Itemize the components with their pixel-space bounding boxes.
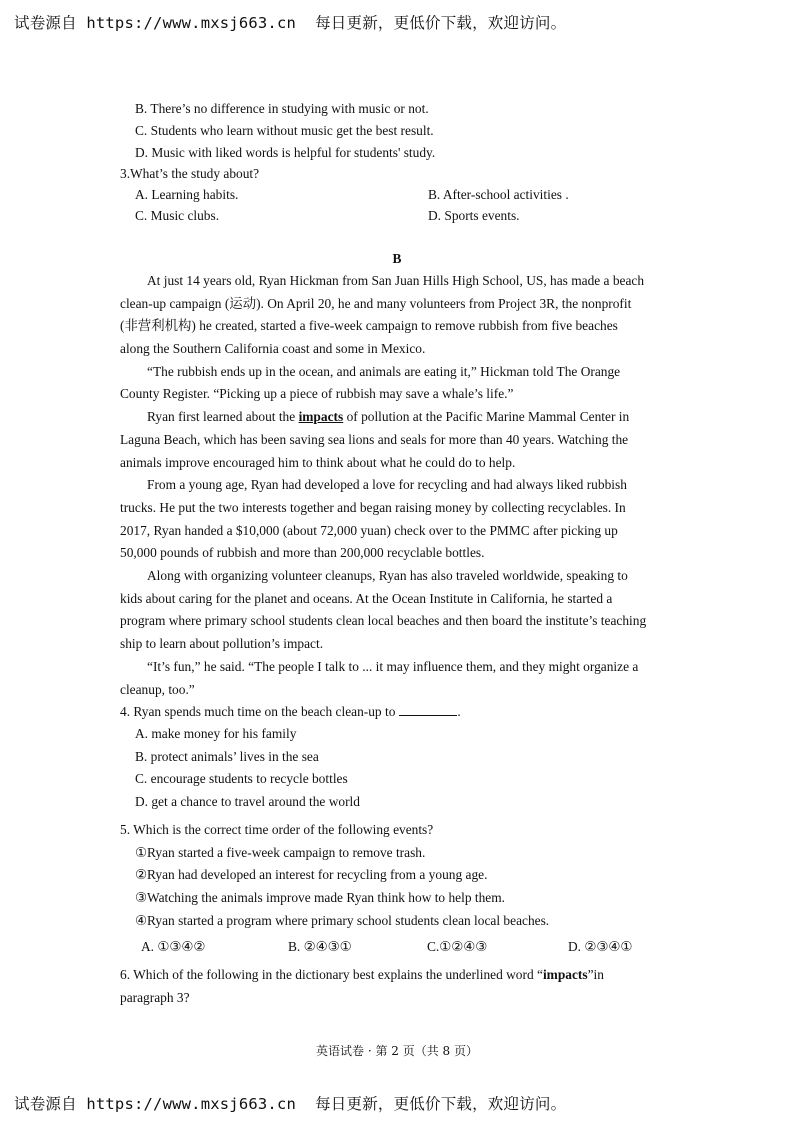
page-footer: 英语试卷 · 第 2 页（共 8 页）: [316, 1044, 478, 1058]
q2-option-d: D. Music with liked words is helpful for students' study.: [135, 145, 436, 160]
q4-question: [120, 704, 461, 720]
q6-question-line2: paragraph 3?: [120, 990, 190, 1005]
passage-line: ship to learn about pollution’s impact.: [120, 636, 324, 651]
q5-question: 5. Which is the correct time order of the following events?: [120, 822, 434, 837]
section-title: B: [392, 251, 402, 266]
q3-option-d: D. Sports events.: [428, 208, 520, 223]
q5-option-b: B. ②④③①: [288, 939, 352, 954]
passage-line: “It’s fun,” he said. “The people I talk to ... it may influence them, and they might organize a: [147, 659, 639, 674]
q5-event-3: ③Watching the animals improve made Ryan think how to help them.: [135, 890, 506, 905]
passage-line: 50,000 pounds of rubbish and more than 200,000 recyclable bottles.: [120, 545, 485, 560]
passage-line: Along with organizing volunteer cleanups, Ryan has also traveled worldwide, speaking to: [147, 568, 628, 583]
q5-event-1: ①Ryan started a five-week campaign to remove trash.: [135, 845, 426, 860]
passage-line: clean-up campaign (运动). On April 20, he and many volunteers from Project 3R, the nonprofit: [120, 296, 632, 311]
q5-event-4: ④Ryan started a program where primary school students clean local beaches.: [135, 913, 550, 928]
underlined-word: impacts: [298, 409, 344, 424]
passage-line: program where primary school students clean local beaches and then board the institute’s teaching: [120, 613, 647, 628]
q4-question-end: .: [457, 704, 461, 719]
q6-word: impacts: [542, 967, 588, 982]
passage-line: along the Southern California coast and some in Mexico.: [120, 341, 426, 356]
q6-text: 6. Which of the following in the dictionary best explains the underlined word “: [120, 967, 543, 982]
source-header: 试卷源自 https://www.mxsj663.cn 每日更新，更低价下载，欢迎访问。: [14, 14, 567, 32]
q5-option-a: A. ①③④②: [141, 939, 206, 954]
q5-option-c: C.①②④③: [427, 939, 488, 954]
passage-line: animals improve encouraged him to think about what he could do to help.: [120, 455, 516, 470]
q5-option-d: D. ②③④①: [568, 939, 633, 954]
passage-text: of pollution at the Pacific Marine Mammal Center in: [346, 409, 630, 424]
q2-option-b: B. There’s no difference in studying with music or not.: [135, 101, 429, 116]
passage-line: kids about caring for the planet and oceans. At the Ocean Institute in California, he started a: [120, 591, 613, 606]
q6-question: [120, 967, 604, 983]
passage-line: Laguna Beach, which has been saving sea lions and seals for more than 40 years. Watching the: [120, 432, 629, 447]
q3-option-b: B. After-school activities .: [428, 187, 569, 202]
passage-line: trucks. He put the two interests together and began raising money by collecting recyclables. In: [120, 500, 626, 515]
passage-line: cleanup, too.”: [120, 682, 195, 697]
q5-event-2: ②Ryan had developed an interest for recycling from a young age.: [135, 867, 488, 882]
passage-line: County Register. “Picking up a piece of rubbish may save a whale’s life.”: [120, 386, 514, 401]
q4-option-d: D. get a chance to travel around the world: [135, 794, 360, 809]
q4-option-c: C. encourage students to recycle bottles: [135, 771, 348, 786]
passage-line: At just 14 years old, Ryan Hickman from San Juan Hills High School, US, has made a beach: [147, 273, 645, 288]
passage-line: From a young age, Ryan had developed a love for recycling and had always liked rubbish: [147, 477, 627, 492]
passage-line: (非营利机构) he created, started a five-week campaign to remove rubbish from five beaches: [120, 318, 618, 333]
passage-line: 2017, Ryan handed a $10,000 (about 72,000 yuan) check over to the PMMC after picking up: [120, 523, 618, 538]
passage-line: “The rubbish ends up in the ocean, and animals are eating it,” Hickman told The Orange: [147, 364, 621, 379]
passage-line: [147, 409, 629, 425]
q6-text-end: ”in: [587, 967, 604, 982]
q4-question-text: 4. Ryan spends much time on the beach clean-up to: [120, 704, 396, 719]
passage-text: Ryan first learned about the: [147, 409, 296, 424]
q3-option-c: C. Music clubs.: [135, 208, 220, 223]
answer-blank: [399, 704, 457, 716]
q3-option-a: A. Learning habits.: [135, 187, 239, 202]
q4-option-a: A. make money for his family: [135, 726, 297, 741]
q3-question: 3.What’s the study about?: [120, 166, 260, 181]
q2-option-c: C. Students who learn without music get the best result.: [135, 123, 434, 138]
q4-option-b: B. protect animals’ lives in the sea: [135, 749, 319, 764]
source-footer: 试卷源自 https://www.mxsj663.cn 每日更新，更低价下载，欢迎访问。: [14, 1095, 567, 1113]
